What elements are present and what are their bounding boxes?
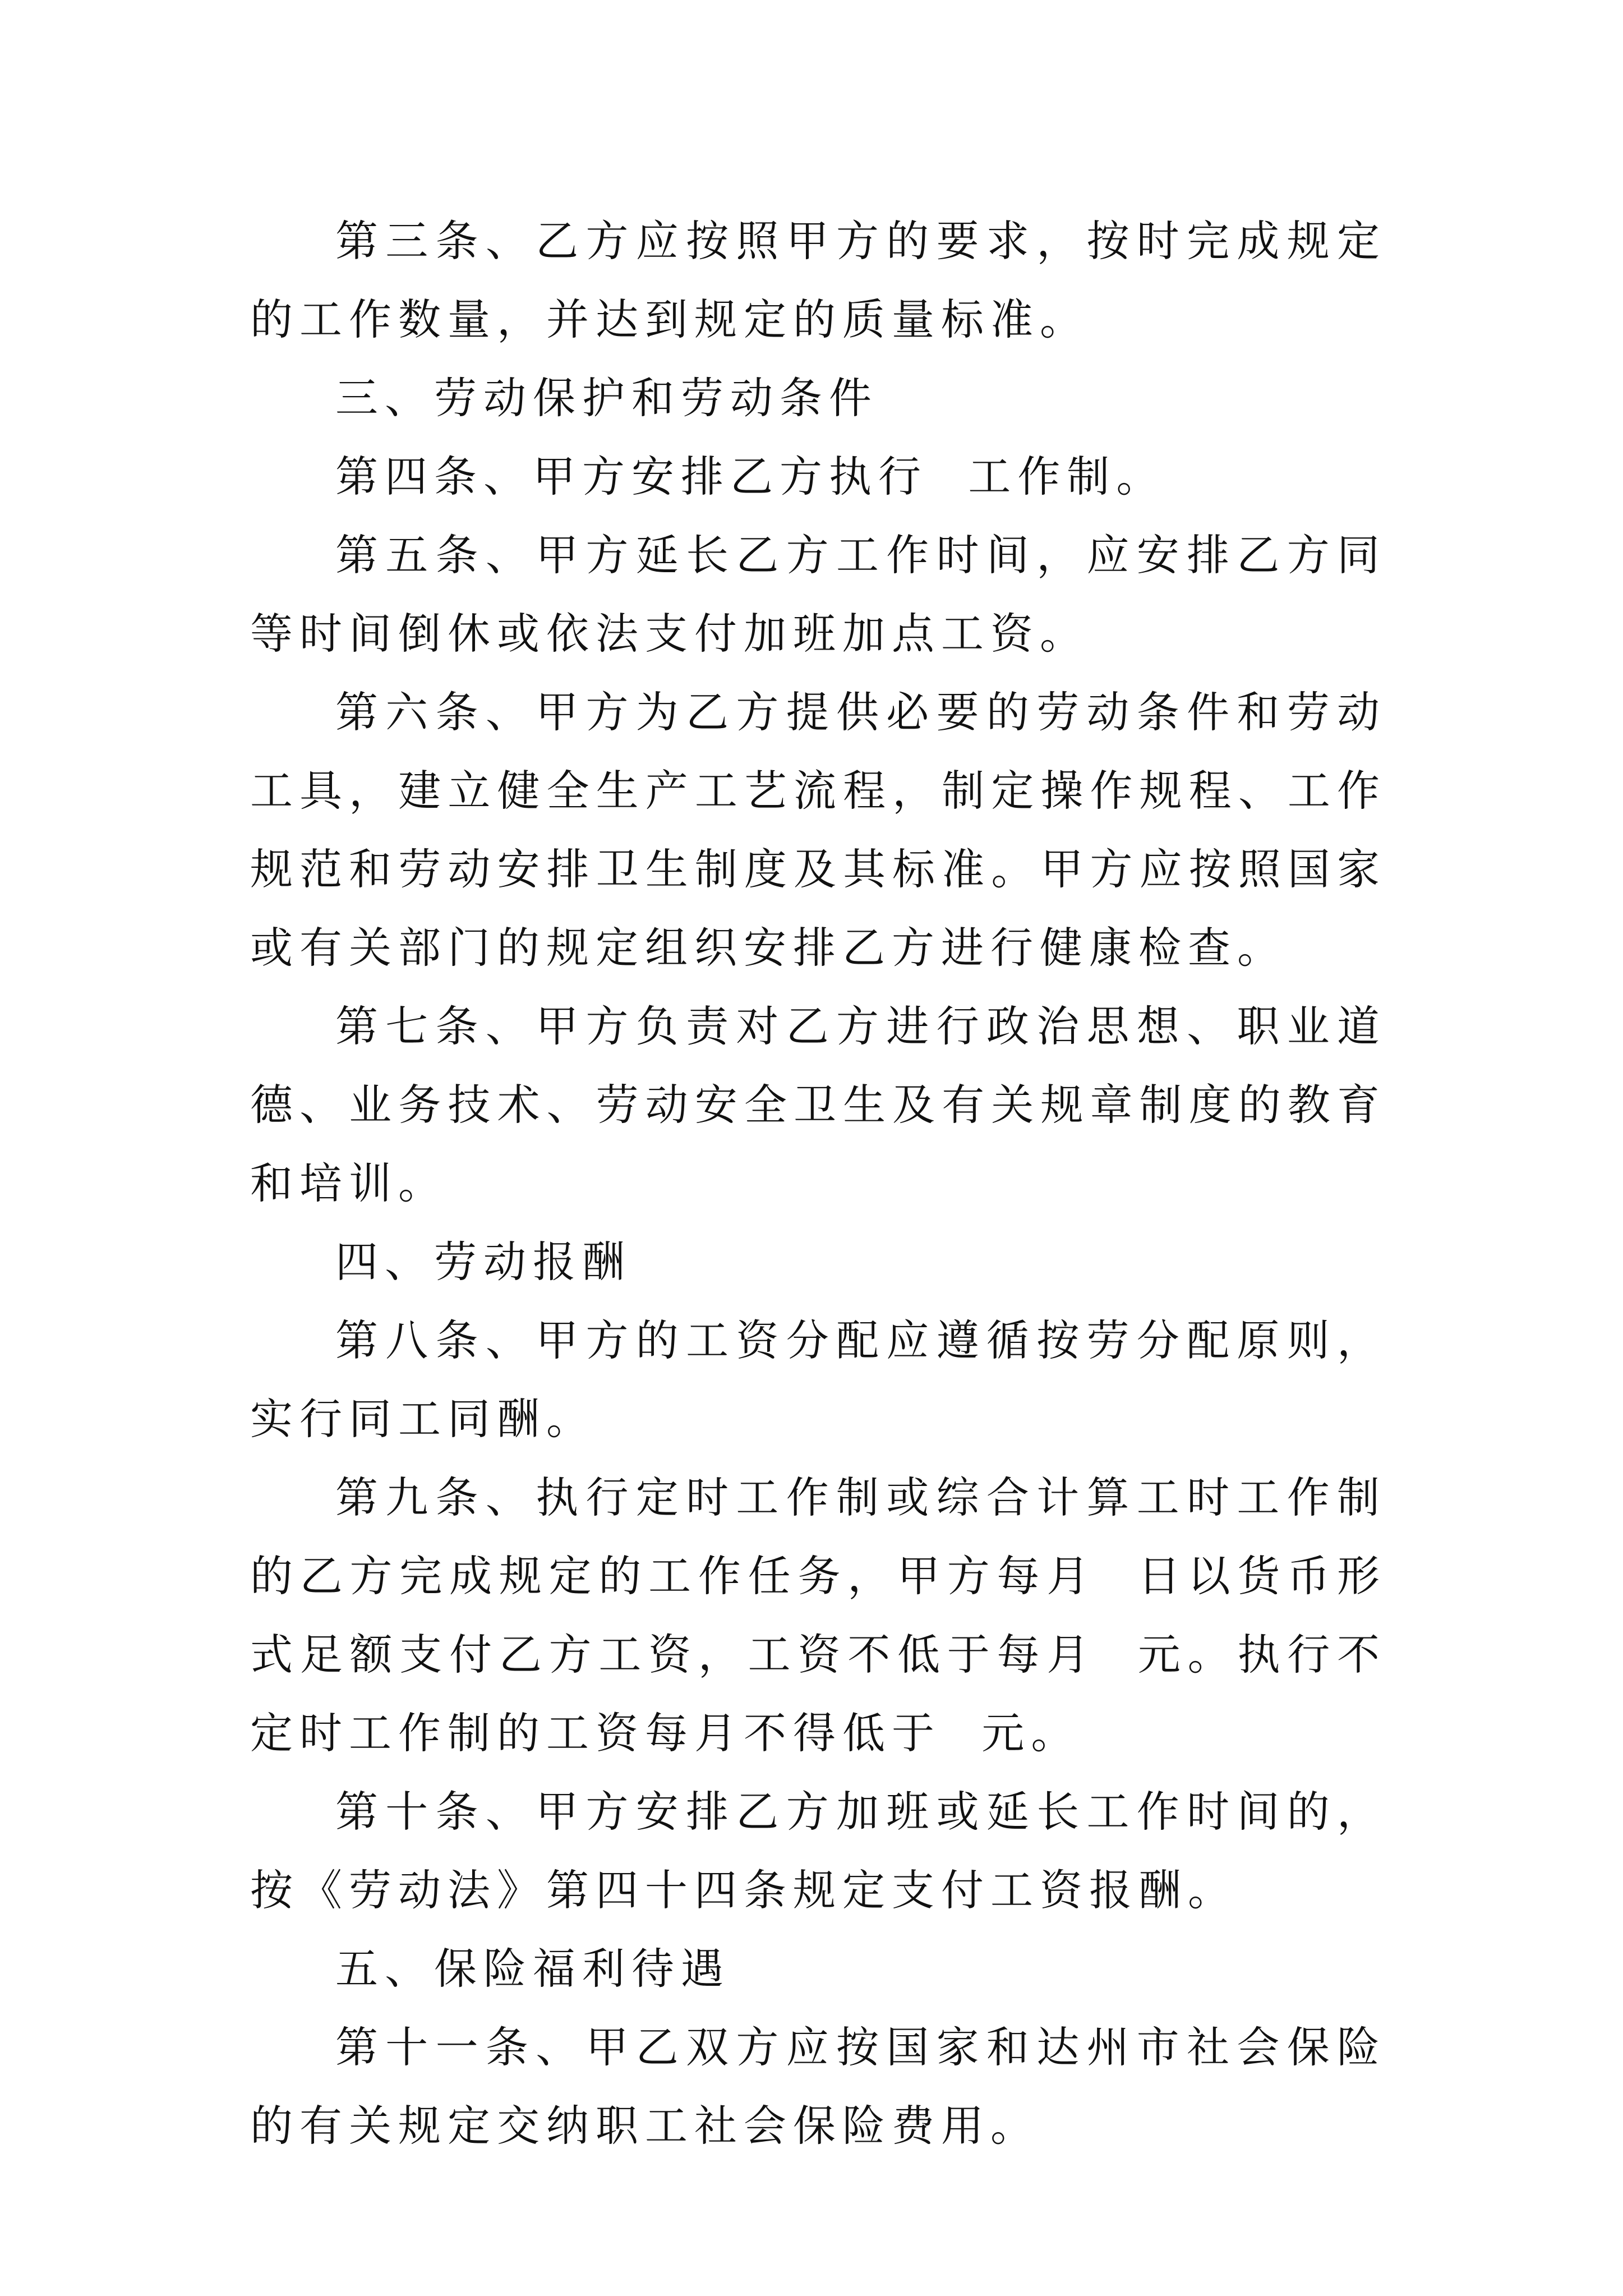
article-6-paragraph: 第六条、甲方为乙方提供必要的劳动条件和劳动工具，建立健全生产工艺流程，制定操作规程、工作规范和劳动安排卫生制度及其标准。甲方应按照国家或有关部门的规定组织安排乙方进行健康检查。 [250,687,1386,973]
article-5-paragraph: 第五条、甲方延长乙方工作时间，应安排乙方同等时间倒休或依法支付加班加点工资。 [250,530,1386,659]
section-5-heading: 五、保险福利待遇 [335,1944,730,1994]
article-4-paragraph: 第四条、甲方安排乙方执行 工作制。 [335,452,1166,501]
article-11-paragraph: 第十一条、甲乙双方应按国家和达州市社会保险的有关规定交纳职工社会保险费用。 [250,2022,1386,2151]
article-8-paragraph: 第八条、甲方的工资分配应遵循按劳分配原则，实行同工同酬。 [250,1315,1386,1444]
article-3-paragraph: 第三条、乙方应按照甲方的要求，按时完成规定的工作数量，并达到规定的质量标准。 [250,216,1386,344]
article-9-paragraph: 第九条、执行定时工作制或综合计算工时工作制的乙方完成规定的工作任务，甲方每月 日以货币形式足额支付乙方工资，工资不低于每月 元。执行不定时工作制的工资每月不得低于 元。 [250,1473,1386,1758]
document-body [250,202,1386,2165]
section-4-heading: 四、劳动报酬 [335,1237,631,1287]
section-3-heading: 三、劳动保护和劳动条件 [335,373,878,423]
article-7-paragraph: 第七条、甲方负责对乙方进行政治思想、职业道德、业务技术、劳动安全卫生及有关规章制度的教育和培训。 [250,1001,1386,1208]
article-10-paragraph: 第十条、甲方安排乙方加班或延长工作时间的，按《劳动法》第四十四条规定支付工资报酬。 [250,1787,1386,1915]
